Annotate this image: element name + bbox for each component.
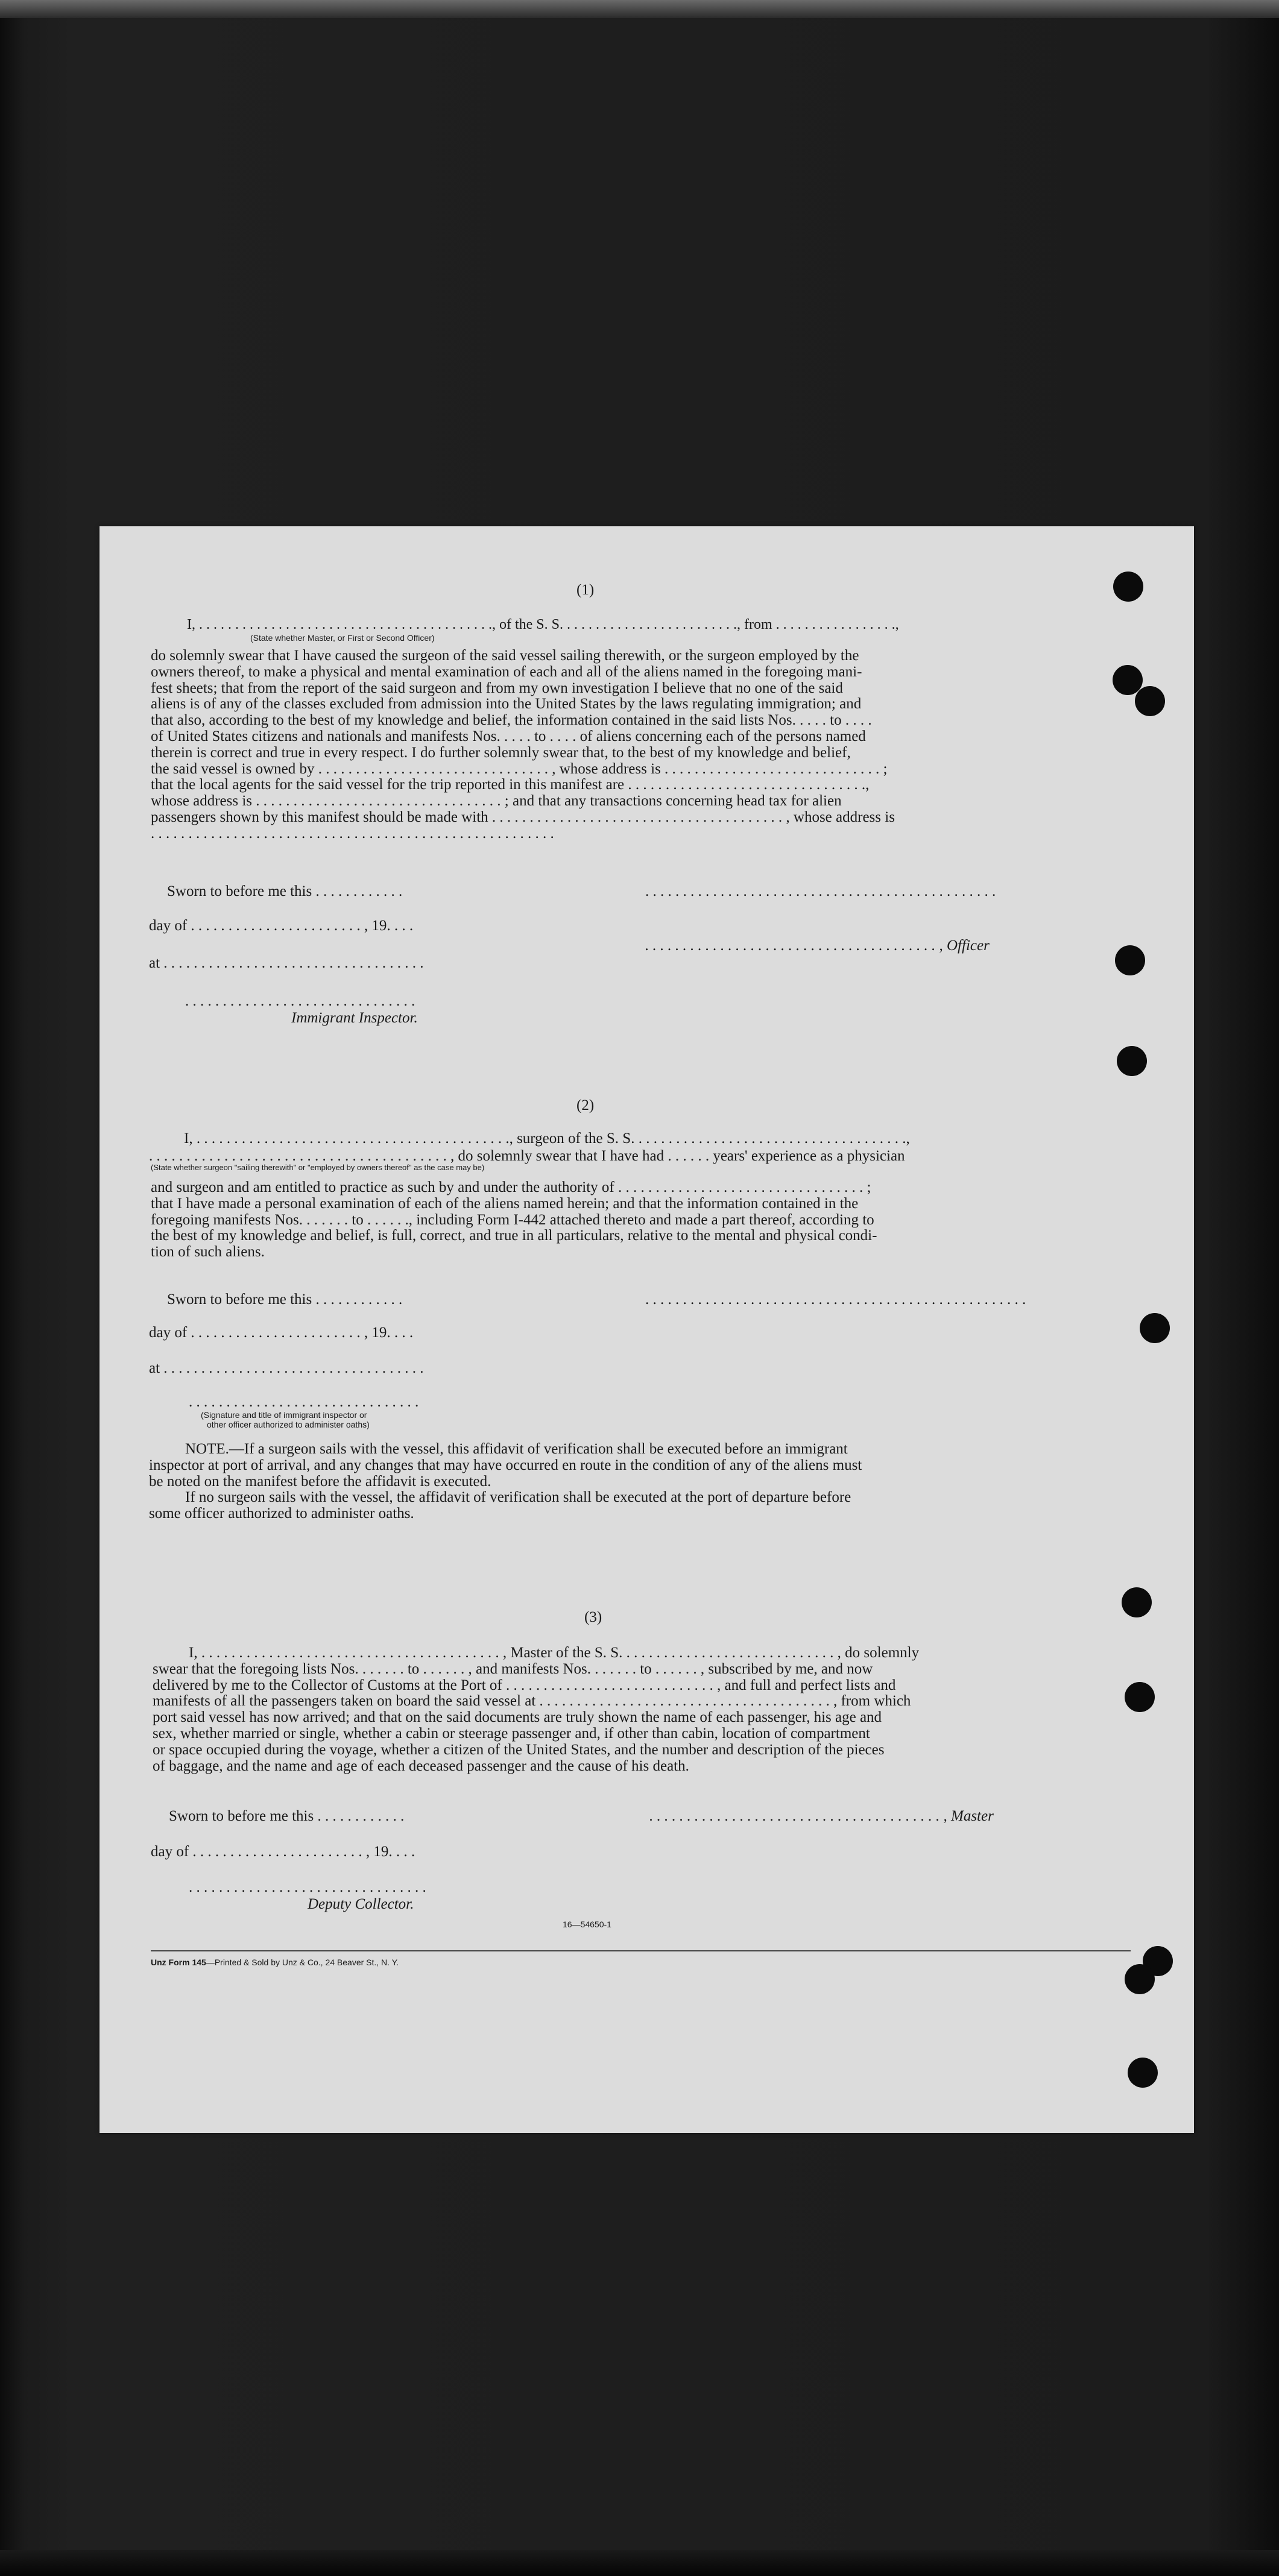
paragraph-line: and surgeon and am entitled to practice as such by and under the authority of . . . . . . . . . . . . . . . . . . . . . . . . . . . . . . . . . ; [151, 1179, 871, 1195]
paragraph-line: tion of such aliens. [151, 1244, 265, 1261]
note-paragraph [149, 1441, 1129, 1522]
section-number: (2) [576, 1097, 595, 1113]
at-line: at . . . . . . . . . . . . . . . . . . . . . . . . . . . . . . . . . . . [149, 955, 424, 971]
imprint-form-number: Unz Form 145 [151, 1957, 206, 1967]
paragraph-line: therein is correct and true in every respect. I do further solemnly swear that, to the best of my knowledge and belief, [151, 744, 851, 761]
paragraph-line: delivered by me to the Collector of Customs at the Port of . . . . . . . . . . . . . . . . . . . . . . . . . . . . , and full and perfect lists and [153, 1677, 896, 1693]
collector-label: Deputy Collector. [308, 1896, 414, 1912]
paragraph-line: that the local agents for the said vessel for the trip reported in this manifest are . . . . . . . . . . . . . . . . . . . . . . . . . . . . . . . ., [151, 776, 870, 793]
paragraph-line: foregoing manifests Nos. . . . . . . to . . . . . ., including Form I-442 attached thereto and made a part thereof, according to [151, 1211, 874, 1228]
manifest-page [99, 526, 1194, 2133]
form-code: 16—54650-1 [563, 1919, 611, 1929]
paragraph-line: fest sheets; that from the report of the said surgeon and from my own investigation I believe that no one of the said [151, 679, 843, 696]
paragraph-line: owners thereof, to make a physical and mental examination of each and all of the aliens named in the foregoing mani- [151, 663, 862, 680]
paragraph-line: do solemnly swear that I have caused the surgeon of the said vessel sailing therewith, or the surgeon employed by the [151, 647, 859, 664]
paragraph-line: that also, according to the best of my knowledge and belief, the information contained in the said lists Nos. . . . . to . . . . [151, 712, 872, 729]
signature-caption: other officer authorized to administer oaths) [207, 1420, 370, 1429]
officer-signature-line: . . . . . . . . . . . . . . . . . . . . . . . . . . . . . . . . . . . . . . . , Officer [645, 937, 990, 954]
sworn-signature-line: . . . . . . . . . . . . . . . . . . . . . . . . . . . . . . . . . . . . . . . . . . . . . . . [645, 883, 996, 899]
note-line: inspector at port of arrival, and any changes that may have occurred en route in the condition of any of the aliens must [149, 1456, 862, 1473]
punch-hole [1128, 2058, 1158, 2088]
paragraph-line: port said vessel has now arrived; and that on the said documents are truly shown the name of each passenger, his age and [153, 1709, 882, 1726]
punch-hole [1140, 1313, 1170, 1343]
paragraph-line: aliens is of any of the classes excluded from admission into the United States by the laws regulating immigration; and [151, 696, 862, 713]
imprint-publisher: —Printed & Sold by Unz & Co., 24 Beaver St., N. Y. [206, 1957, 399, 1967]
paragraph-line: of United States citizens and nationals and manifests Nos. . . . . to . . . . of aliens concerning each of the persons named [151, 728, 866, 745]
sworn-signature-line: . . . . . . . . . . . . . . . . . . . . . . . . . . . . . . . . . . . . . . . . . . . . . . . . . . . [645, 1291, 1026, 1308]
section1-caption: (State whether Master, or First or Second Officer) [250, 633, 435, 643]
paragraph-line: or space occupied during the voyage, whether a citizen of the United States, and the number and description of the pieces [153, 1741, 885, 1758]
paragraph-line: sex, whether married or single, whether a cabin or steerage passenger and, if other than cabin, location of compartment [153, 1725, 870, 1742]
master-signature-line: . . . . . . . . . . . . . . . . . . . . . . . . . . . . . . . . . . . . . . . , Master [649, 1808, 994, 1824]
punch-hole [1135, 686, 1165, 716]
paragraph-line: whose address is . . . . . . . . . . . . . . . . . . . . . . . . . . . . . . . . . ; and that any transactions concerning head tax for alien [151, 793, 842, 810]
punch-hole [1113, 572, 1143, 602]
section2-caption: (State whether surgeon "sailing therewith" or "employed by owners thereof" as the case may be) [151, 1163, 485, 1172]
film-top-edge [0, 0, 1279, 18]
note-line: NOTE.—If a surgeon sails with the vessel, this affidavit of verification shall be executed before an immigrant [185, 1441, 848, 1457]
section1-oath-paragraph [151, 648, 1128, 842]
section2-opening-line: I, . . . . . . . . . . . . . . . . . . . . . . . . . . . . . . . . . . . . . . . . . ., surgeon of the S. S. . . . . . . . . . . . . . . . . . . . . . . . . . . . . . . . . . . . ., [184, 1130, 910, 1147]
sworn-before-line: Sworn to before me this . . . . . . . . . . . . [169, 1808, 405, 1824]
at-line: at . . . . . . . . . . . . . . . . . . . . . . . . . . . . . . . . . . . [149, 1360, 424, 1376]
note-line: some officer authorized to administer oaths. [149, 1505, 414, 1522]
punch-hole [1122, 1587, 1152, 1617]
paragraph-line: passengers shown by this manifest should be made with . . . . . . . . . . . . . . . . . . . . . . . . . . . . . . . . . . . . . . . , whose address is [151, 808, 895, 825]
day-of-line: day of . . . . . . . . . . . . . . . . . . . . . . . , 19. . . . [149, 918, 414, 934]
paragraph-line: manifests of all the passengers taken on board the said vessel at . . . . . . . . . . . . . . . . . . . . . . . . . . . . . . . . . . . . . . . , from which [153, 1693, 911, 1710]
paragraph-line: of baggage, and the name and age of each deceased passenger and the cause of his death. [153, 1757, 689, 1774]
note-line: be noted on the manifest before the affidavit is executed. [149, 1473, 491, 1490]
day-of-line: day of . . . . . . . . . . . . . . . . . . . . . . . , 19. . . . [149, 1324, 414, 1341]
paragraph-line: . . . . . . . . . . . . . . . . . . . . . . . . . . . . . . . . . . . . . . . . . . . . . . . . . . . . . . [151, 825, 554, 842]
section-number: (1) [576, 582, 595, 598]
punch-hole [1125, 1964, 1155, 1994]
signature-caption: (Signature and title of immigrant inspector or [201, 1410, 367, 1420]
sworn-before-line: Sworn to before me this . . . . . . . . . . . . [167, 1291, 403, 1308]
paragraph-line: I, . . . . . . . . . . . . . . . . . . . . . . . . . . . . . . . . . . . . . . . . , Master of the S. S. . . . . . . . . . . . . . . . . . . . . . . . . . . . . , do solemnly [189, 1645, 920, 1661]
note-line: If no surgeon sails with the vessel, the affidavit of verification shall be executed at the port of departure before [185, 1489, 851, 1506]
section1-opening-line: I, . . . . . . . . . . . . . . . . . . . . . . . . . . . . . . . . . . . . . . . . ., of the S. S. . . . . . . . . . . . . . . . . . . . . . . . ., from . . . . . . . . . . . . . . . . ., [187, 617, 899, 632]
signature-dots: . . . . . . . . . . . . . . . . . . . . . . . . . . . . . . . [189, 1394, 419, 1410]
paragraph-line: the said vessel is owned by . . . . . . . . . . . . . . . . . . . . . . . . . . . . . . . , whose address is . . . . . . . . . . . . . . . . . . . . . . . . . . . . . ; [151, 760, 888, 777]
section-number: (3) [584, 1609, 602, 1625]
section2-experience-line: . . . . . . . . . . . . . . . . . . . . . . . . . . . . . . . . . . . . . . . . , do solemnly swear that I have had . . . . . . years' experience as a physician [149, 1148, 905, 1164]
film-bottom-edge [0, 2550, 1279, 2576]
printer-imprint [151, 1958, 399, 1967]
day-of-line: day of . . . . . . . . . . . . . . . . . . . . . . . , 19. . . . [151, 1844, 415, 1860]
punch-hole [1117, 1046, 1147, 1076]
paragraph-line: swear that the foregoing lists Nos. . . . . . . to . . . . . . , and manifests Nos. . . . . . . to . . . . . . , subscribed by me, and now [153, 1660, 873, 1677]
footer-divider [151, 1950, 1131, 1951]
sworn-before-line: Sworn to before me this . . . . . . . . . . . . [167, 883, 403, 899]
section3-oath-paragraph [153, 1645, 1132, 1774]
inspector-signature-dots: . . . . . . . . . . . . . . . . . . . . . . . . . . . . . . . [185, 993, 415, 1009]
collector-signature-dots: . . . . . . . . . . . . . . . . . . . . . . . . . . . . . . . . [189, 1879, 426, 1895]
section2-oath-paragraph [151, 1180, 1128, 1261]
paragraph-line: that I have made a personal examination of each of the aliens named herein; and that the information contained in the [151, 1195, 859, 1212]
inspector-label: Immigrant Inspector. [291, 1010, 418, 1026]
punch-hole [1115, 945, 1145, 975]
paragraph-line: the best of my knowledge and belief, is full, correct, and true in all particulars, relative to the mental and physical condi- [151, 1227, 877, 1244]
